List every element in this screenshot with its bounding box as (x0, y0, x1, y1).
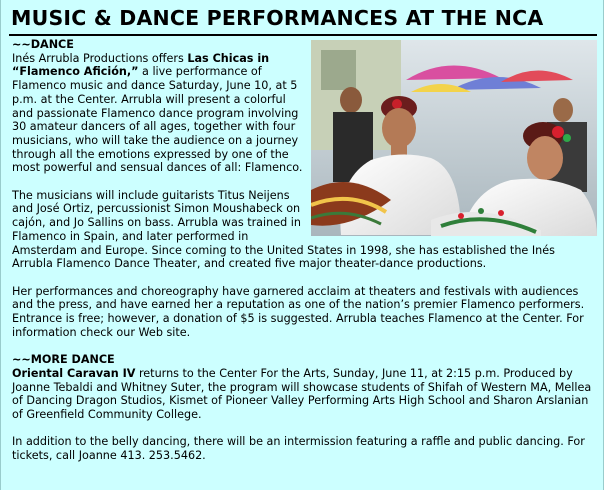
dance-intro-text: Inés Arrubla Productions offers (12, 51, 188, 65)
flamenco-dancers-photo (311, 40, 597, 236)
dance-paragraph-1-text: a live performance of Flamenco music and dance Saturday, June 10, at 5 p.m. at the Center. Arrubla will present a colorful and passionate Flamenco dance program involving 30 amateur dancers of all ages, together with four musicians, who will take the audience on a journey through all the emotions expressed by one of the most powerful and sensual dances of all: Flamenco. (12, 65, 303, 175)
title-bar (9, 4, 597, 36)
page-title: MUSIC & DANCE PERFORMANCES AT THE NCA (11, 6, 544, 30)
dance-show-title: Las Chicas in “Flamenco Afición,” (12, 51, 270, 79)
dance-paragraph-3: Her performances and choreography have garnered acclaim at theaters and festivals with audiences and the press, and have earned her a reputation as one of the nation’s premier Flamenco performers. Entrance is free; however, a donation of $5 is suggested. Arrubla teaches Flamenco at the Center. For information check our Web site. (12, 284, 585, 339)
photo-illustration (311, 40, 597, 236)
more-dance-paragraph-2: In addition to the belly dancing, there will be an intermission featuring a raffle and public dancing. For tickets, call Joanne 413. 253.5462. (12, 435, 585, 463)
article-content (12, 38, 597, 476)
dance-heading: ~~DANCE (12, 38, 74, 51)
more-dance-paragraph-1-text: returns to the Center For the Arts, Sunday, June 11, at 2:15 p.m. Produced by Joanne Tebaldi and Whitney Suter, the program will showcase students of Shifah of Western MA, Mellea of Dancing Dragon Studios, Kismet of Pioneer Valley Performing Arts High School and Sharon Arslanian of Greenfield Community College. (12, 366, 592, 421)
more-dance-show-title: Oriental Caravan IV (12, 366, 136, 380)
dance-paragraph-2: The musicians will include guitarists Titus Neijens and José Ortiz, percussionist Simon Moushabeck on cajón, and Jo Sallins on bass. Arrubla was trained in Flamenco in Spain, and later performed in Amsterdam and Europe. Since coming to the United States in 1998, she has established the Inés Arrubla Flamenco Dance Theater, and created five major theater-dance productions. (12, 188, 555, 271)
more-dance-heading: ~~MORE DANCE (12, 353, 115, 367)
